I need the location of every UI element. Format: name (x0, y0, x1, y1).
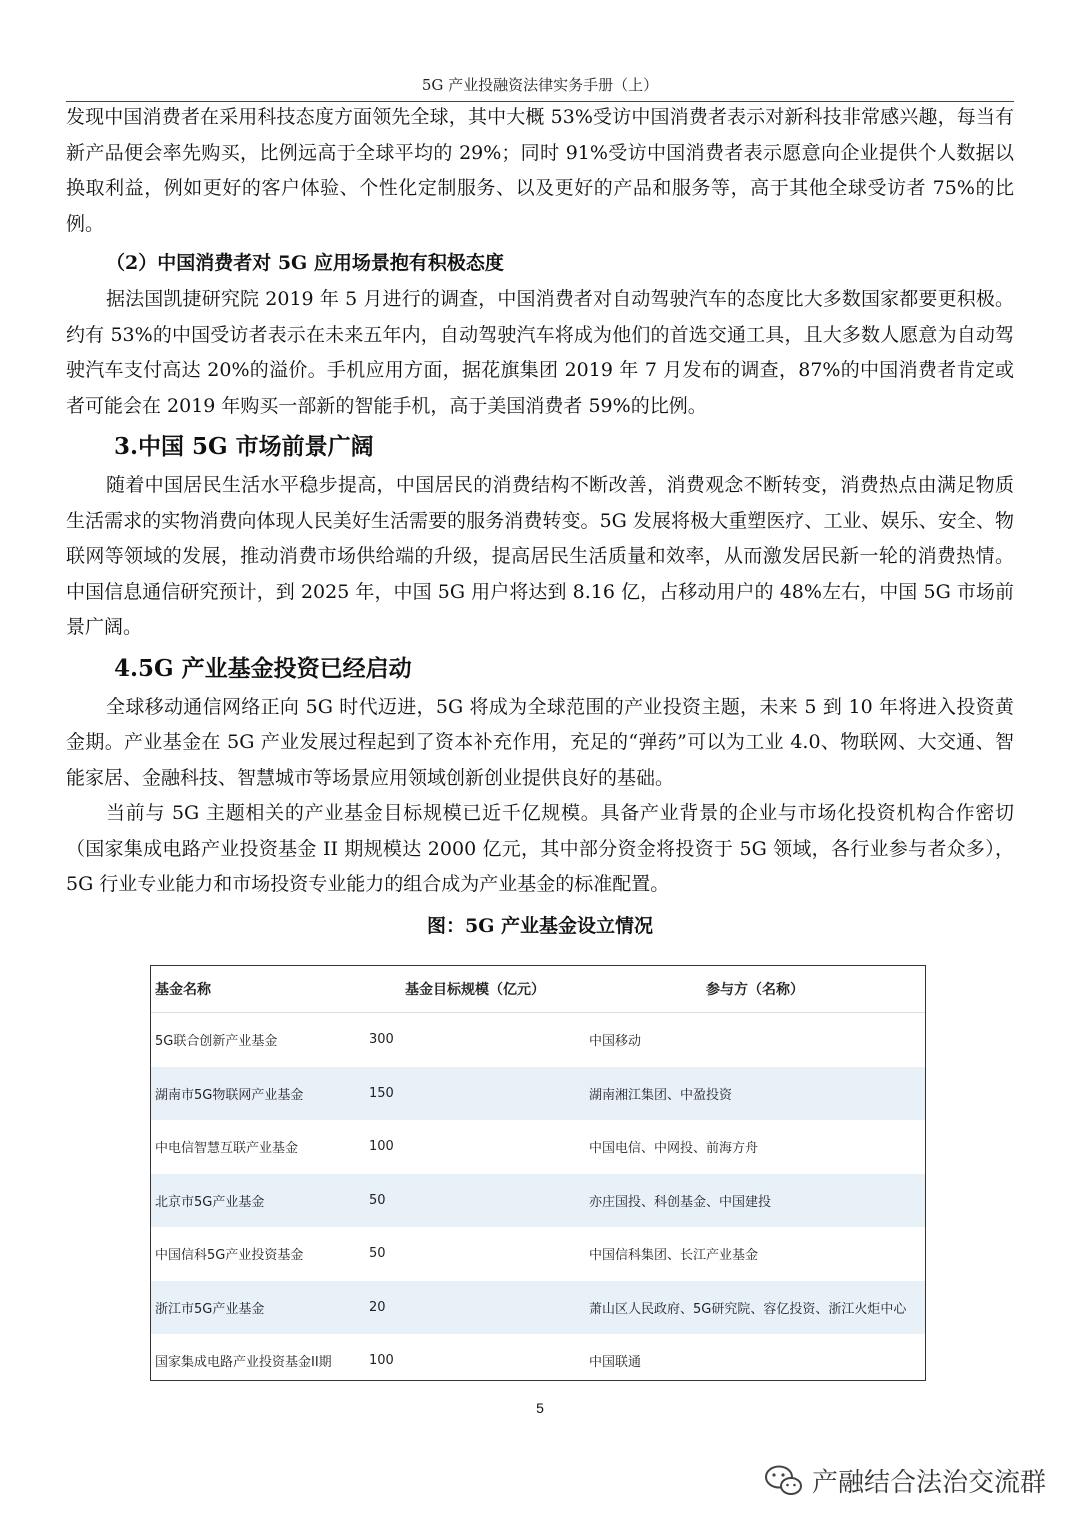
cell-target-size: 50 (365, 1174, 585, 1228)
figure-caption: 图：5G 产业基金设立情况 (426, 914, 654, 937)
cell-fund-name: 国家集成电路产业投资基金II期 (155, 1355, 332, 1371)
section-heading-3: 3.中国 5G 市场前景广阔 (114, 433, 374, 460)
page-header: 5G 产业投融资法律实务手册（上） (66, 74, 1014, 102)
cell-target-size: 150 (365, 1067, 585, 1121)
document-body (66, 100, 1014, 943)
cell-participants: 中国联通 (589, 1355, 642, 1371)
table-row (151, 1013, 925, 1067)
fund-table (151, 966, 925, 1388)
cell-participants: 萧山区人民政府、5G研究院、容亿投资、浙江火炬中心 (585, 1281, 925, 1335)
cell-fund-name: 北京市5G产业基金 (151, 1174, 365, 1228)
paragraph-3: 随着中国居民生活水平稳步提高，中国居民的消费结构不断改善，消费观念不断转变，消费热点由满足物质生活需求的实物消费向体现人民美好生活需要的服务消费转变。5G 发展将极大重塑医疗、工业、娱乐、安全、物联网等领域的发展，推动消费市场供给端的升级，提高居民生活质量和效率，从而激发居民新一轮的消费热情。中国信息通信研究预计，到 2025 年，中国 5G 用户将达到 8.16 亿，占移动用户的 48%左右，中国 5G 市场前景广阔。 (66, 474, 1014, 638)
fund-table-frame (150, 965, 926, 1381)
table-row (151, 1067, 925, 1121)
table-row (151, 1174, 925, 1228)
section-heading-4: 4.5G 产业基金投资已经启动 (114, 654, 412, 682)
cell-fund-name: 湖南市5G物联网产业基金 (151, 1067, 365, 1121)
cell-participants: 湖南湘江集团、中盈投资 (585, 1067, 925, 1121)
cell-participants: 中国电信、中网投、前海方舟 (589, 1141, 759, 1157)
cell-fund-name: 中国信科5G产业投资基金 (155, 1248, 304, 1264)
paragraph-5: 当前与 5G 主题相关的产业基金目标规模已近千亿规模。具备产业背景的企业与市场化投资机构合作密切（国家集成电路产业投资基金 II 期规模达 2000 亿元，其中部分资金将投资于 5G 领域，各行业参与者众多），5G 行业专业能力和市场投资专业能力的组合成为产业基金的标准配置。 (66, 802, 1014, 895)
cell-participants: 中国移动 (589, 1034, 642, 1050)
cell-target-size: 50 (369, 1246, 386, 1262)
header-target-size: 基金目标规模（亿元） (365, 966, 585, 1013)
paragraph-4: 全球移动通信网络正向 5G 时代迈进，5G 将成为全球范围的产业投资主题，未来 5 到 10 年将进入投资黄金期。产业基金在 5G 产业发展过程起到了资本补充作用，充足的“弹药”可以为工业 4.0、物联网、大交通、智能家居、金融科技、智慧城市等场景应用领域创新创业提供良好的基础。 (66, 695, 1014, 789)
cell-fund-name: 5G联合创新产业基金 (155, 1034, 278, 1050)
table-row (151, 1281, 925, 1335)
header-fund-name: 基金名称 (151, 966, 365, 1013)
watermark (764, 1462, 1046, 1499)
paragraph-1: 发现中国消费者在采用科技态度方面领先全球，其中大概 53%受访中国消费者表示对新科技非常感兴趣，每当有新产品便会率先购买，比例远高于全球平均的 29%；同时 91%受访中国消费者表示愿意向企业提供个人数据以换取利益，例如更好的客户体验、个性化定制服务、以及更好的产品和服务等，高于其他全球受访者 75%的比例。 (66, 106, 1014, 235)
table-row (151, 1227, 925, 1281)
page-number: 5 (536, 1400, 544, 1416)
paragraph-2: 据法国凯捷研究院 2019 年 5 月进行的调查，中国消费者对自动驾驶汽车的态度比大多数国家都要更积极。约有 53%的中国受访者表示在未来五年内，自动驾驶汽车将成为他们的首选交通工具，且大多数人愿意为自动驾驶汽车支付高达 20%的溢价。手机应用方面，据花旗集团 2019 年 7 月发布的调查，87%的中国消费者肯定或者可能会在 2019 年购买一部新的智能手机，高于美国消费者 59%的比例。 (66, 288, 1014, 417)
cell-target-size: 300 (369, 1032, 394, 1048)
table-row (151, 1120, 925, 1174)
cell-participants: 中国信科集团、长江产业基金 (589, 1248, 759, 1264)
cell-target-size: 100 (369, 1353, 394, 1369)
table-header-row (151, 966, 925, 1013)
cell-target-size: 20 (365, 1281, 585, 1335)
table-row (151, 1334, 925, 1388)
cell-fund-name: 中电信智慧互联产业基金 (155, 1141, 299, 1157)
subheading-2: （2）中国消费者对 5G 应用场景抱有积极态度 (106, 252, 504, 274)
cell-target-size: 100 (369, 1139, 394, 1155)
wechat-icon (764, 1464, 804, 1498)
header-participants: 参与方（名称） (585, 966, 925, 1013)
watermark-text: 产融结合法治交流群 (811, 1468, 1046, 1498)
cell-participants: 亦庄国投、科创基金、中国建投 (585, 1174, 925, 1228)
cell-fund-name: 浙江市5G产业基金 (151, 1281, 365, 1335)
